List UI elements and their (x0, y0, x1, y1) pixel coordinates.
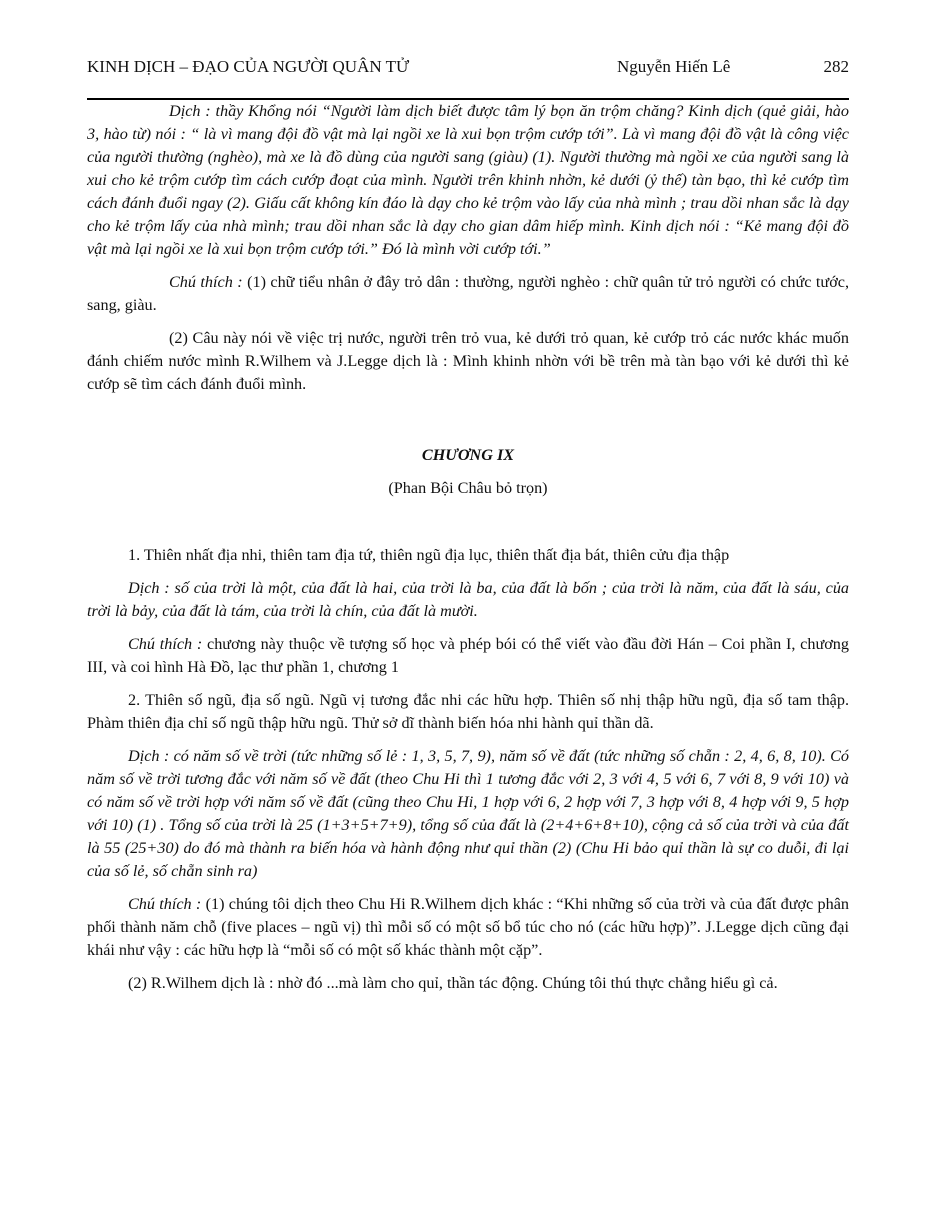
page-header (87, 57, 849, 81)
page-content (87, 100, 849, 995)
dich-label: Dịch : (128, 747, 170, 765)
dich-label: Dịch : (128, 579, 170, 597)
footnote-1 (87, 633, 849, 679)
verse-1: 1. Thiên nhất địa nhi, thiên tam địa tứ, thiên ngũ địa lục, thiên thất địa bát, thiên cửu địa thập (128, 546, 730, 564)
chapter-subtitle: (Phan Bội Châu bỏ trọn) (388, 479, 548, 497)
translation-1 (87, 577, 849, 623)
footnote-paragraph (87, 271, 849, 317)
book-title: KINH DỊCH – ĐẠO CỦA NGƯỜI QUÂN TỬ (87, 57, 410, 76)
footnote-2 (87, 893, 849, 962)
dich-label: Dịch : (169, 102, 211, 120)
translation-text: thầy Khổng nói “Người làm dịch biết được tâm lý bọn ăn trộm chăng? Kinh dịch (quẻ giải, hào 3, hào từ) nói : “ là vì mang đội đồ vật mà lại ngồi xe là xui bọn trộm cướp tới”. Là vì mang đội đồ vật là công việc của người thường (nghèo), mà xe là đồ dùng của người sang (giàu) (1). Người thường mà ngồi xe của người sang là xui cho kẻ trộm cướp tìm cách cướp đoạt của mình. Người trên khinh nhờn, kẻ dưới (ỷ thế) tàn bạo, thì kẻ cướp tìm cách đánh đuổi ngay (2). Giấu cất không kín đáo là dạy cho kẻ trộm vào lấy của nhà mình ; trau dồi nhan sắc là dạy cho kẻ trộm lấy của nhà mình; trau dồi nhan sắc là dạy cho gian dâm hiếp mình. Kinh dịch nói : “Kẻ mang đội đồ vật mà lại ngồi xe là xui bọn trộm cướp tới.” Đó là mình vời cướp tới.” (87, 102, 849, 258)
translation-text: số của trời là một, của đất là hai, của trời là ba, của đất là bốn ; của trời là năm, của đất là sáu, của trời là bảy, của đất là tám, của trời là chín, của đất là mười. (87, 579, 850, 620)
translation-text: có năm số về trời (tức những số lẻ : 1, 3, 5, 7, 9), năm số về đất (tức những số chẵn : 2, 4, 6, 8, 10). Có năm số về trời tương đắc với năm số về đất (theo Chu Hi thì 1 tương đắc với 2, 3 với 4, 5 với 6, 7 với 8, 9 với 10) và có năm số về trời hợp với năm số về đất (cũng theo Chu Hi, 1 hợp với 6, 2 hợp với 7, 3 hợp với 8, 4 hợp với 9, 5 hợp với 10) (1) . Tổng số của trời là 25 (1+3+5+7+9), tổng số của đất là (2+4+6+8+10), cộng cả số của trời và của đất là 55 (25+30) do đó mà thành ra biến hóa và hành động như quỉ thần (2) (Chu Hi bảo quỉ thần là sự co duỗi, đi lại của số lẻ, số chẵn sinh ra) (87, 747, 850, 880)
translation-2 (87, 745, 849, 883)
page-number: 282 (823, 57, 849, 76)
note-text: (1) chúng tôi dịch theo Chu Hi R.Wilhem dịch khác : “Khi những số của trời và của đất được phân phối thành năm chỗ (five places – ngũ vị) thì mỗi số có một số bổ túc cho nó (các hữu hợp)”. J.Legge dịch cũng đại khái như vậy : các hữu hợp là “mỗi số có một số khác thành một cặp”. (87, 895, 849, 959)
footnote-paragraph-2: (2) Câu này nói về việc trị nước, người trên trỏ vua, kẻ dưới trỏ quan, kẻ cướp trỏ các nước khác muốn đánh chiếm nước mình R.Wilhem và J.Legge dịch là : Mình khinh nhờn với bề trên mà tàn bạo với kẻ dưới thì kẻ cướp sẽ tìm cách đánh đuổi mình. (87, 329, 849, 393)
note-label: Chú thích : (128, 895, 202, 913)
note-label: Chú thích : (128, 635, 203, 653)
note-text: chương này thuộc về tượng số học và phép bói có thể viết vào đầu đời Hán – Coi phần I, chương III, và coi hình Hà Đồ, lạc thư phần 1, chương 1 (87, 635, 849, 676)
author-name: Nguyễn Hiến Lê (617, 57, 731, 76)
note-text: (1) chữ tiểu nhân ở đây trỏ dân : thường, người nghèo : chữ quân tử trỏ người có chức tước, sang, giàu. (87, 273, 849, 314)
translation-paragraph (87, 100, 849, 261)
note-label: Chú thích : (169, 273, 243, 291)
verse-2: 2. Thiên số ngũ, địa số ngũ. Ngũ vị tương đắc nhi các hữu hợp. Thiên số nhị thập hữu ngũ, địa số tam thập. Phàm thiên địa chỉ số ngũ thập hữu ngũ. Thử sở dĩ thành biến hóa nhi hành quỉ thần dã. (87, 691, 849, 732)
footnote-3: (2) R.Wilhem dịch là : nhờ đó ...mà làm cho quỉ, thần tác động. Chúng tôi thú thực chẳng hiểu gì cả. (128, 974, 778, 992)
chapter-title: CHƯƠNG IX (421, 446, 515, 464)
